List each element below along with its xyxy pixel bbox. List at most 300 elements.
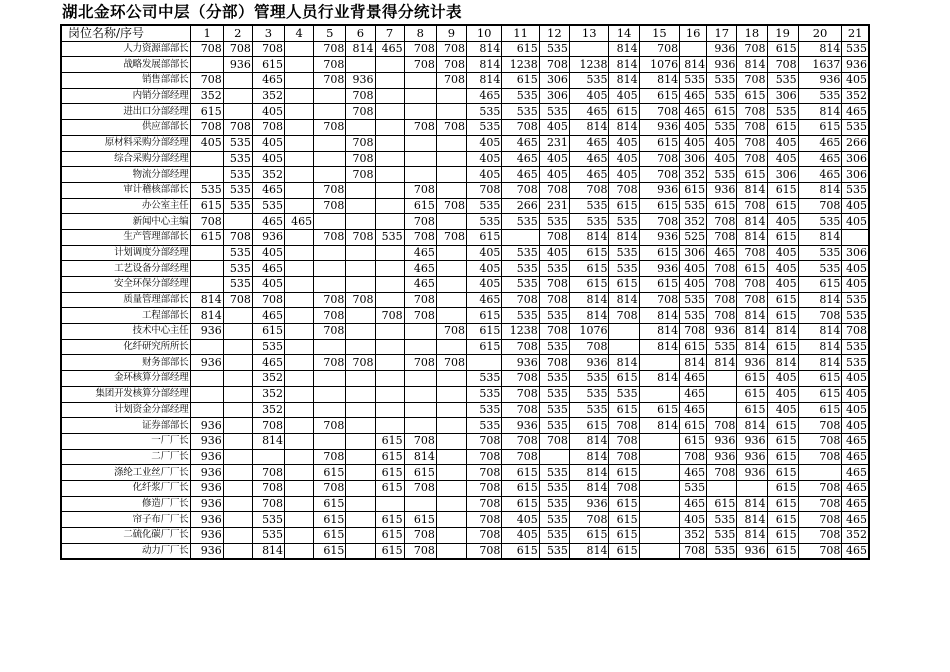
score-cell <box>375 120 404 136</box>
score-cell: 814 <box>798 182 842 198</box>
score-cell: 708 <box>798 418 842 434</box>
score-cell <box>285 308 314 324</box>
score-cell: 405 <box>467 135 502 151</box>
score-cell <box>842 229 869 245</box>
score-cell: 535 <box>569 386 609 402</box>
score-cell: 814 <box>569 480 609 496</box>
score-cell: 708 <box>436 57 466 73</box>
score-cell <box>404 151 436 167</box>
score-cell: 535 <box>223 277 252 293</box>
score-cell: 405 <box>680 120 707 136</box>
score-cell: 708 <box>842 324 869 340</box>
score-cell: 708 <box>707 418 737 434</box>
score-cell <box>223 371 252 387</box>
score-cell <box>346 214 375 230</box>
score-cell <box>436 371 466 387</box>
score-cell: 708 <box>798 543 842 559</box>
score-cell: 615 <box>375 433 404 449</box>
score-cell: 465 <box>680 402 707 418</box>
score-cell <box>285 512 314 528</box>
score-cell: 615 <box>191 198 223 214</box>
score-cell: 615 <box>767 41 798 57</box>
score-cell: 708 <box>737 41 767 57</box>
score-cell: 405 <box>191 135 223 151</box>
score-cell: 708 <box>467 465 502 481</box>
score-cell <box>436 277 466 293</box>
column-header-6: 6 <box>346 25 375 41</box>
score-cell: 814 <box>639 324 680 340</box>
score-cell: 814 <box>569 433 609 449</box>
score-cell: 615 <box>707 104 737 120</box>
score-cell <box>436 135 466 151</box>
score-cell: 708 <box>569 339 609 355</box>
score-cell: 465 <box>842 449 869 465</box>
score-cell: 615 <box>639 135 680 151</box>
score-cell: 615 <box>502 465 539 481</box>
score-cell: 615 <box>502 41 539 57</box>
score-cell: 708 <box>191 73 223 89</box>
score-cell: 405 <box>569 88 609 104</box>
score-cell: 615 <box>737 386 767 402</box>
score-cell <box>191 245 223 261</box>
score-cell <box>285 418 314 434</box>
score-cell <box>285 465 314 481</box>
score-cell <box>346 120 375 136</box>
score-cell: 352 <box>252 371 284 387</box>
score-cell: 405 <box>467 277 502 293</box>
position-name: 一厂厂长 <box>61 433 191 449</box>
score-cell <box>285 245 314 261</box>
score-cell <box>375 355 404 371</box>
score-cell: 535 <box>842 182 869 198</box>
score-cell <box>314 245 346 261</box>
score-cell <box>314 371 346 387</box>
score-cell: 535 <box>707 339 737 355</box>
score-cell: 615 <box>639 88 680 104</box>
score-cell: 708 <box>346 88 375 104</box>
score-cell: 535 <box>680 292 707 308</box>
score-cell <box>285 167 314 183</box>
score-cell: 405 <box>842 386 869 402</box>
position-name: 技术中心主任 <box>61 324 191 340</box>
score-cell: 615 <box>375 480 404 496</box>
score-cell: 535 <box>842 292 869 308</box>
score-cell: 936 <box>223 57 252 73</box>
score-cell: 708 <box>767 57 798 73</box>
score-cell <box>191 57 223 73</box>
score-cell <box>314 261 346 277</box>
score-cell: 708 <box>252 120 284 136</box>
score-cell: 535 <box>707 167 737 183</box>
score-cell: 708 <box>609 480 639 496</box>
column-header-5: 5 <box>314 25 346 41</box>
score-cell: 708 <box>737 120 767 136</box>
score-cell: 405 <box>467 245 502 261</box>
score-cell <box>223 496 252 512</box>
score-cell: 708 <box>252 418 284 434</box>
score-cell: 465 <box>467 88 502 104</box>
score-cell: 535 <box>539 104 569 120</box>
score-cell: 535 <box>539 528 569 544</box>
score-cell: 814 <box>609 57 639 73</box>
table-row <box>61 120 869 136</box>
score-cell <box>285 135 314 151</box>
position-name: 修造厂厂长 <box>61 496 191 512</box>
score-cell: 615 <box>798 386 842 402</box>
score-cell: 535 <box>223 198 252 214</box>
score-cell: 708 <box>404 433 436 449</box>
score-cell: 535 <box>467 386 502 402</box>
score-cell: 708 <box>223 229 252 245</box>
table-row <box>61 151 869 167</box>
score-cell <box>314 433 346 449</box>
column-header-17: 17 <box>707 25 737 41</box>
table-row <box>61 402 869 418</box>
score-cell <box>639 433 680 449</box>
score-cell <box>798 465 842 481</box>
score-cell: 535 <box>502 277 539 293</box>
score-cell: 708 <box>539 57 569 73</box>
score-cell <box>436 480 466 496</box>
score-cell: 708 <box>252 292 284 308</box>
score-cell: 615 <box>314 496 346 512</box>
score-cell: 708 <box>798 528 842 544</box>
position-name: 工程部部长 <box>61 308 191 324</box>
score-cell <box>346 386 375 402</box>
score-cell <box>285 277 314 293</box>
score-cell: 535 <box>707 73 737 89</box>
score-cell: 708 <box>436 324 466 340</box>
score-cell: 708 <box>737 245 767 261</box>
score-cell <box>285 480 314 496</box>
score-cell: 405 <box>539 120 569 136</box>
score-cell: 708 <box>467 433 502 449</box>
score-cell: 708 <box>798 308 842 324</box>
score-cell: 535 <box>569 214 609 230</box>
position-name: 办公室主任 <box>61 198 191 214</box>
table-row <box>61 292 869 308</box>
score-cell: 465 <box>680 371 707 387</box>
score-cell <box>223 512 252 528</box>
score-cell <box>191 277 223 293</box>
score-cell: 465 <box>502 135 539 151</box>
score-cell: 615 <box>798 402 842 418</box>
score-cell: 708 <box>467 528 502 544</box>
table-row <box>61 528 869 544</box>
score-cell: 405 <box>252 245 284 261</box>
score-cell: 615 <box>502 496 539 512</box>
score-cell: 535 <box>707 543 737 559</box>
score-cell: 405 <box>842 371 869 387</box>
score-cell: 405 <box>680 277 707 293</box>
score-cell: 936 <box>191 496 223 512</box>
score-cell: 708 <box>680 449 707 465</box>
score-cell: 615 <box>737 167 767 183</box>
score-cell <box>285 41 314 57</box>
score-cell: 405 <box>252 104 284 120</box>
score-cell: 936 <box>639 120 680 136</box>
score-cell: 814 <box>467 57 502 73</box>
score-cell: 708 <box>314 120 346 136</box>
score-cell <box>404 135 436 151</box>
score-cell: 936 <box>252 229 284 245</box>
score-cell: 814 <box>252 543 284 559</box>
score-cell <box>436 261 466 277</box>
score-cell <box>223 543 252 559</box>
score-cell <box>346 512 375 528</box>
score-cell: 352 <box>842 528 869 544</box>
score-cell: 814 <box>609 73 639 89</box>
score-cell: 405 <box>609 135 639 151</box>
score-cell <box>314 135 346 151</box>
column-header-1: 1 <box>191 25 223 41</box>
score-cell: 814 <box>798 324 842 340</box>
score-cell: 615 <box>609 104 639 120</box>
table-row <box>61 41 869 57</box>
score-cell: 708 <box>539 324 569 340</box>
score-cell: 814 <box>737 496 767 512</box>
score-cell: 936 <box>502 418 539 434</box>
score-cell <box>285 292 314 308</box>
score-cell: 535 <box>502 88 539 104</box>
score-cell: 814 <box>609 120 639 136</box>
score-cell <box>314 88 346 104</box>
score-cell: 405 <box>767 277 798 293</box>
score-cell <box>223 402 252 418</box>
score-cell <box>375 151 404 167</box>
score-cell: 814 <box>737 214 767 230</box>
table-row <box>61 229 869 245</box>
score-cell: 708 <box>639 41 680 57</box>
score-cell <box>314 402 346 418</box>
score-cell: 615 <box>767 198 798 214</box>
score-cell <box>285 449 314 465</box>
score-cell: 615 <box>467 229 502 245</box>
score-cell: 405 <box>842 277 869 293</box>
score-cell: 936 <box>191 543 223 559</box>
score-cell: 936 <box>191 418 223 434</box>
score-cell: 615 <box>569 528 609 544</box>
score-cell <box>639 512 680 528</box>
position-name: 二厂厂长 <box>61 449 191 465</box>
score-cell: 535 <box>375 229 404 245</box>
column-header-21: 21 <box>842 25 869 41</box>
score-cell: 708 <box>436 41 466 57</box>
score-cell <box>252 449 284 465</box>
score-cell <box>404 496 436 512</box>
score-cell: 615 <box>609 277 639 293</box>
score-cell: 405 <box>767 261 798 277</box>
score-cell <box>285 73 314 89</box>
score-cell: 231 <box>539 198 569 214</box>
score-cell <box>223 308 252 324</box>
score-cell <box>223 433 252 449</box>
score-cell: 708 <box>609 418 639 434</box>
score-cell: 708 <box>609 433 639 449</box>
table-row <box>61 324 869 340</box>
score-cell <box>346 182 375 198</box>
score-cell: 936 <box>569 355 609 371</box>
score-cell <box>680 41 707 57</box>
score-cell: 708 <box>252 465 284 481</box>
score-cell: 615 <box>798 371 842 387</box>
score-cell: 708 <box>404 41 436 57</box>
score-cell: 708 <box>346 355 375 371</box>
score-cell <box>314 104 346 120</box>
column-header-10: 10 <box>467 25 502 41</box>
table-row <box>61 167 869 183</box>
score-cell: 936 <box>502 355 539 371</box>
score-cell: 615 <box>609 402 639 418</box>
position-name: 物流分部经理 <box>61 167 191 183</box>
table-row <box>61 386 869 402</box>
score-cell: 535 <box>680 73 707 89</box>
score-cell <box>375 339 404 355</box>
score-cell: 814 <box>569 543 609 559</box>
score-cell: 535 <box>467 104 502 120</box>
table-row <box>61 182 869 198</box>
score-cell: 936 <box>737 465 767 481</box>
score-cell: 708 <box>707 465 737 481</box>
score-cell: 936 <box>639 182 680 198</box>
score-cell: 708 <box>223 41 252 57</box>
position-name: 涤纶工业丝厂厂长 <box>61 465 191 481</box>
score-cell <box>285 182 314 198</box>
score-cell <box>375 182 404 198</box>
score-cell: 405 <box>680 512 707 528</box>
score-cell: 615 <box>467 339 502 355</box>
position-name: 审计稽核部部长 <box>61 182 191 198</box>
score-cell: 535 <box>502 245 539 261</box>
score-cell: 708 <box>798 198 842 214</box>
score-cell <box>436 214 466 230</box>
score-cell: 352 <box>252 386 284 402</box>
score-cell: 936 <box>798 73 842 89</box>
score-cell: 465 <box>252 182 284 198</box>
score-cell: 708 <box>707 308 737 324</box>
score-cell: 814 <box>737 512 767 528</box>
score-cell <box>191 402 223 418</box>
column-header-11: 11 <box>502 25 539 41</box>
score-cell: 814 <box>737 57 767 73</box>
score-cell: 535 <box>467 214 502 230</box>
score-cell: 535 <box>569 402 609 418</box>
score-cell: 306 <box>680 245 707 261</box>
score-cell: 405 <box>467 167 502 183</box>
score-cell: 615 <box>314 528 346 544</box>
table-row <box>61 512 869 528</box>
table-row <box>61 543 869 559</box>
table-row <box>61 496 869 512</box>
score-cell: 708 <box>798 449 842 465</box>
score-cell <box>223 324 252 340</box>
score-cell: 708 <box>404 543 436 559</box>
position-name: 供应部部长 <box>61 120 191 136</box>
score-cell <box>707 480 737 496</box>
score-cell: 405 <box>842 214 869 230</box>
score-cell: 814 <box>767 355 798 371</box>
table-row <box>61 261 869 277</box>
column-header-7: 7 <box>375 25 404 41</box>
score-cell <box>223 528 252 544</box>
score-cell: 814 <box>707 355 737 371</box>
score-cell: 615 <box>639 277 680 293</box>
score-cell: 708 <box>191 41 223 57</box>
score-cell: 615 <box>639 402 680 418</box>
score-cell <box>285 151 314 167</box>
score-cell <box>404 402 436 418</box>
score-cell: 615 <box>767 229 798 245</box>
score-cell: 708 <box>436 355 466 371</box>
score-cell: 465 <box>569 167 609 183</box>
score-cell: 708 <box>502 449 539 465</box>
score-cell: 936 <box>191 355 223 371</box>
score-cell: 535 <box>767 73 798 89</box>
table-row <box>61 480 869 496</box>
score-cell <box>346 465 375 481</box>
score-cell: 615 <box>639 245 680 261</box>
score-cell: 465 <box>680 88 707 104</box>
position-name: 人力资源部部长 <box>61 41 191 57</box>
score-cell <box>346 261 375 277</box>
score-cell: 708 <box>314 324 346 340</box>
score-cell: 708 <box>223 292 252 308</box>
score-cell: 1637 <box>798 57 842 73</box>
score-cell <box>285 402 314 418</box>
score-cell: 405 <box>502 512 539 528</box>
score-cell: 615 <box>314 543 346 559</box>
score-cell: 615 <box>375 528 404 544</box>
score-cell <box>223 355 252 371</box>
score-cell <box>737 480 767 496</box>
score-cell: 615 <box>404 465 436 481</box>
table-row <box>61 135 869 151</box>
score-cell <box>191 261 223 277</box>
score-cell: 352 <box>680 528 707 544</box>
score-cell: 465 <box>569 104 609 120</box>
score-cell <box>346 308 375 324</box>
score-cell: 465 <box>798 135 842 151</box>
score-cell: 708 <box>252 41 284 57</box>
score-cell: 814 <box>609 41 639 57</box>
score-cell: 405 <box>842 198 869 214</box>
score-cell: 708 <box>798 512 842 528</box>
score-cell: 708 <box>467 512 502 528</box>
score-cell <box>285 261 314 277</box>
score-cell: 535 <box>842 355 869 371</box>
table-row <box>61 277 869 293</box>
score-cell: 405 <box>539 151 569 167</box>
score-cell: 1238 <box>502 57 539 73</box>
score-cell: 708 <box>539 433 569 449</box>
score-cell: 708 <box>467 182 502 198</box>
score-cell: 708 <box>404 528 436 544</box>
score-cell: 936 <box>707 433 737 449</box>
score-cell: 535 <box>569 371 609 387</box>
score-cell <box>539 449 569 465</box>
score-cell: 708 <box>191 120 223 136</box>
score-cell: 405 <box>767 402 798 418</box>
score-cell: 535 <box>502 308 539 324</box>
score-cell: 814 <box>569 292 609 308</box>
score-cell <box>436 339 466 355</box>
score-cell: 615 <box>767 433 798 449</box>
score-cell: 615 <box>639 198 680 214</box>
score-cell: 352 <box>680 214 707 230</box>
score-cell: 708 <box>467 449 502 465</box>
score-cell: 1076 <box>639 57 680 73</box>
position-name: 计划调度分部经理 <box>61 245 191 261</box>
